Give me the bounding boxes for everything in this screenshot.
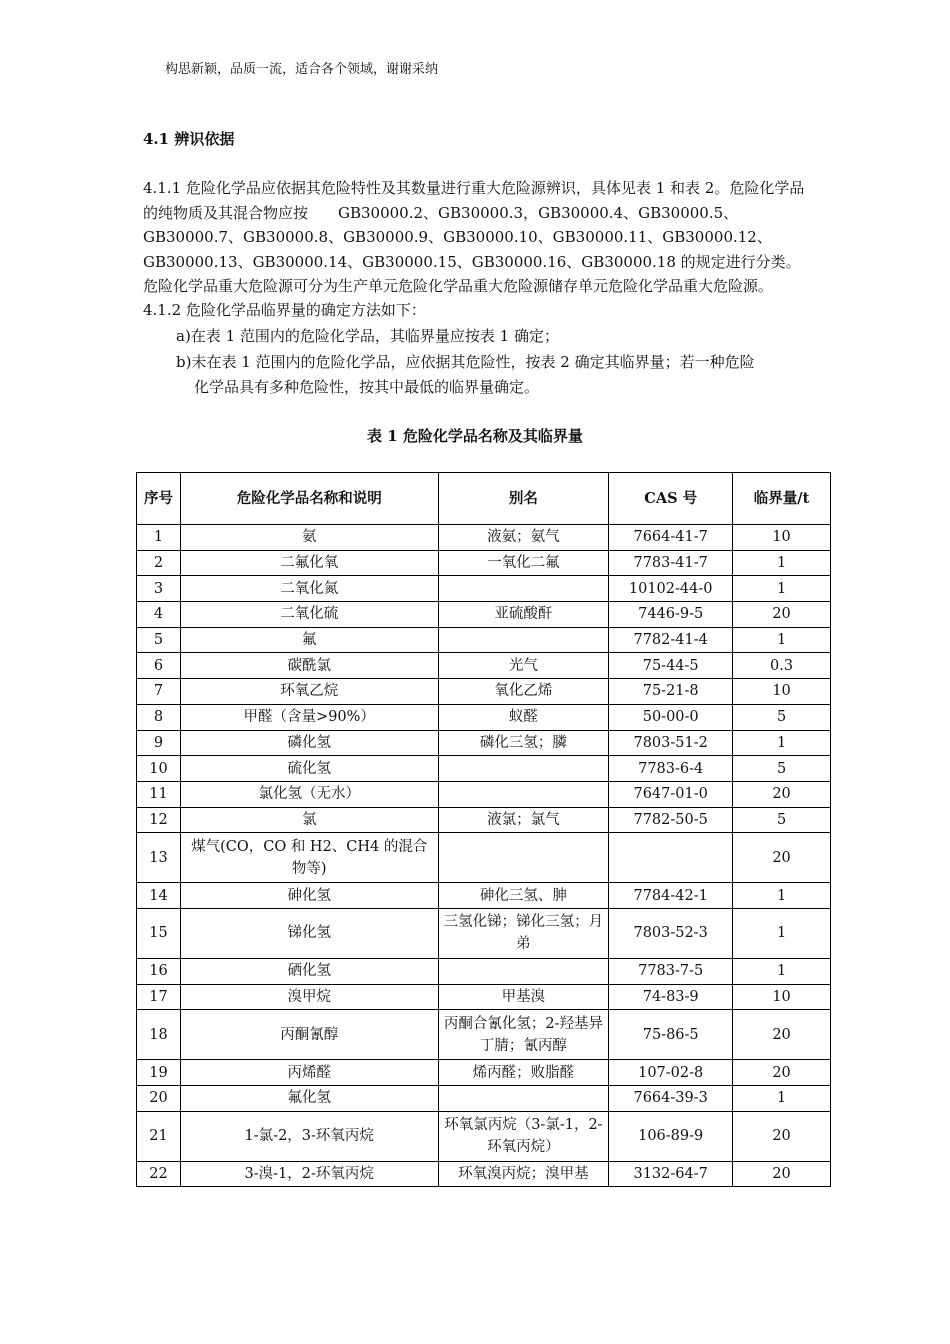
cell-cas: 7446-9-5 bbox=[609, 602, 733, 628]
paragraph-4-1-2: 4.1.2 危险化学品临界量的确定方法如下： bbox=[143, 301, 426, 319]
table-title: 表 1 危险化学品名称及其临界量 bbox=[367, 427, 583, 445]
paragraph-item-a: a)在表 1 范围内的危险化学品，其临界量应按表 1 确定； bbox=[176, 327, 559, 345]
cell-alias bbox=[438, 756, 609, 782]
cell-threshold: 1 bbox=[733, 883, 831, 909]
cell-index: 18 bbox=[137, 1010, 181, 1060]
table-row bbox=[137, 756, 831, 782]
cell-cas: 7803-52-3 bbox=[609, 908, 733, 958]
cell-threshold: 1 bbox=[733, 958, 831, 984]
cell-index: 9 bbox=[137, 730, 181, 756]
cell-alias bbox=[438, 1086, 609, 1112]
cell-cas: 7664-39-3 bbox=[609, 1086, 733, 1112]
cell-name: 3-溴-1，2-环氧丙烷 bbox=[180, 1161, 438, 1187]
cell-alias: 液氯；氯气 bbox=[438, 807, 609, 833]
cell-index: 20 bbox=[137, 1086, 181, 1112]
cell-alias: 砷化三氢、胂 bbox=[438, 883, 609, 909]
cell-index: 11 bbox=[137, 781, 181, 807]
cell-name: 氟化氢 bbox=[180, 1086, 438, 1112]
cell-threshold: 1 bbox=[733, 550, 831, 576]
cell-alias: 三氢化锑；锑化三氢；月弟 bbox=[438, 908, 609, 958]
cell-alias bbox=[438, 627, 609, 653]
cell-name: 溴甲烷 bbox=[180, 984, 438, 1010]
cell-cas: 10102-44-0 bbox=[609, 576, 733, 602]
table-row bbox=[137, 984, 831, 1010]
cell-name: 甲醛（含量>90%） bbox=[180, 704, 438, 730]
table-row bbox=[137, 653, 831, 679]
table-row bbox=[137, 958, 831, 984]
cell-cas: 7803-51-2 bbox=[609, 730, 733, 756]
cell-threshold: 20 bbox=[733, 833, 831, 883]
cell-cas: 74-83-9 bbox=[609, 984, 733, 1010]
cell-threshold: 1 bbox=[733, 908, 831, 958]
table-row bbox=[137, 627, 831, 653]
cell-alias: 磷化三氢；膦 bbox=[438, 730, 609, 756]
table-row bbox=[137, 908, 831, 958]
cell-name: 硫化氢 bbox=[180, 756, 438, 782]
cell-name: 磷化氢 bbox=[180, 730, 438, 756]
header-alias: 别名 bbox=[438, 473, 609, 525]
table-row bbox=[137, 679, 831, 705]
paragraph-item-b bbox=[176, 350, 816, 399]
table-row bbox=[137, 525, 831, 551]
hazardous-chemicals-table bbox=[136, 472, 831, 1187]
section-title: 4.1 辨识依据 bbox=[143, 130, 235, 148]
cell-name: 氨 bbox=[180, 525, 438, 551]
paragraph-item-b-line2: 化学品具有多种危险性，按其中最低的临界量确定。 bbox=[194, 377, 540, 396]
cell-name: 环氧乙烷 bbox=[180, 679, 438, 705]
table-row bbox=[137, 1111, 831, 1161]
table-row bbox=[137, 1086, 831, 1112]
cell-cas: 107-02-8 bbox=[609, 1060, 733, 1086]
cell-index: 4 bbox=[137, 602, 181, 628]
cell-name: 丙酮氰醇 bbox=[180, 1010, 438, 1060]
cell-name: 氟 bbox=[180, 627, 438, 653]
table-header-row bbox=[137, 473, 831, 525]
table-row bbox=[137, 602, 831, 628]
cell-cas: 75-44-5 bbox=[609, 653, 733, 679]
cell-index: 6 bbox=[137, 653, 181, 679]
header-cas: CAS 号 bbox=[609, 473, 733, 525]
cell-name: 砷化氢 bbox=[180, 883, 438, 909]
cell-index: 22 bbox=[137, 1161, 181, 1187]
cell-threshold: 1 bbox=[733, 576, 831, 602]
cell-index: 13 bbox=[137, 833, 181, 883]
table-row bbox=[137, 1060, 831, 1086]
cell-alias: 烯丙醛；败脂醛 bbox=[438, 1060, 609, 1086]
cell-name: 二氟化氧 bbox=[180, 550, 438, 576]
table-row bbox=[137, 883, 831, 909]
cell-alias: 蚁醛 bbox=[438, 704, 609, 730]
cell-index: 14 bbox=[137, 883, 181, 909]
paragraph-4-1-1: 4.1.1 危险化学品应依据其危险特性及其数量进行重大危险源辨识，具体见表 1 和表 2。危险化学品的纯物质及其混合物应按 GB30000.2、GB30000.3，GB30000.4、GB30000.5、GB30000.7、GB30000.8、GB30000.9、GB30000.10、GB30000.11、GB30000.12、GB30000.13、GB30000.14、GB30000.15、GB30000.16、GB30000.18 的规定进行分类。危险化学品重大危险源可分为生产单元危险化学品重大危险源储存单元危险化学品重大危险源。 bbox=[143, 179, 805, 295]
cell-cas: 7782-41-4 bbox=[609, 627, 733, 653]
cell-cas: 3132-64-7 bbox=[609, 1161, 733, 1187]
table-row bbox=[137, 1010, 831, 1060]
cell-threshold: 1 bbox=[733, 1086, 831, 1112]
cell-cas bbox=[609, 833, 733, 883]
cell-name: 1-氯-2，3-环氧丙烷 bbox=[180, 1111, 438, 1161]
header-index: 序号 bbox=[137, 473, 181, 525]
cell-cas: 7782-50-5 bbox=[609, 807, 733, 833]
cell-name: 煤气(CO，CO 和 H2、CH4 的混合物等) bbox=[180, 833, 438, 883]
cell-cas: 50-00-0 bbox=[609, 704, 733, 730]
cell-cas: 7647-01-0 bbox=[609, 781, 733, 807]
cell-name: 锑化氢 bbox=[180, 908, 438, 958]
table-row bbox=[137, 730, 831, 756]
cell-index: 8 bbox=[137, 704, 181, 730]
cell-index: 7 bbox=[137, 679, 181, 705]
cell-alias bbox=[438, 781, 609, 807]
cell-index: 5 bbox=[137, 627, 181, 653]
cell-alias: 氧化乙烯 bbox=[438, 679, 609, 705]
cell-threshold: 20 bbox=[733, 602, 831, 628]
cell-alias bbox=[438, 958, 609, 984]
cell-name: 碳酰氯 bbox=[180, 653, 438, 679]
cell-index: 3 bbox=[137, 576, 181, 602]
paragraph-item-b-line1: b)未在表 1 范围内的危险化学品，应依据其危险性，按表 2 确定其临界量；若一种危险 bbox=[176, 353, 755, 371]
cell-name: 氯化氢（无水） bbox=[180, 781, 438, 807]
cell-name: 氯 bbox=[180, 807, 438, 833]
cell-alias bbox=[438, 833, 609, 883]
cell-cas: 7783-6-4 bbox=[609, 756, 733, 782]
cell-threshold: 20 bbox=[733, 1111, 831, 1161]
cell-alias: 甲基溴 bbox=[438, 984, 609, 1010]
cell-threshold: 20 bbox=[733, 1161, 831, 1187]
cell-threshold: 1 bbox=[733, 730, 831, 756]
cell-index: 1 bbox=[137, 525, 181, 551]
cell-cas: 106-89-9 bbox=[609, 1111, 733, 1161]
cell-name: 二氧化硫 bbox=[180, 602, 438, 628]
cell-threshold: 20 bbox=[733, 1010, 831, 1060]
table-row bbox=[137, 704, 831, 730]
header-threshold: 临界量/t bbox=[733, 473, 831, 525]
cell-alias: 环氧氯丙烷（3-氯-1，2-环氧丙烷） bbox=[438, 1111, 609, 1161]
cell-alias: 一氧化二氟 bbox=[438, 550, 609, 576]
cell-alias: 丙酮合氰化氢；2-羟基异丁腈；氰丙醇 bbox=[438, 1010, 609, 1060]
cell-threshold: 10 bbox=[733, 984, 831, 1010]
cell-name: 丙烯醛 bbox=[180, 1060, 438, 1086]
cell-cas: 75-21-8 bbox=[609, 679, 733, 705]
cell-index: 10 bbox=[137, 756, 181, 782]
cell-threshold: 5 bbox=[733, 756, 831, 782]
table-row bbox=[137, 550, 831, 576]
cell-alias: 液氨；氨气 bbox=[438, 525, 609, 551]
cell-name: 二氧化氮 bbox=[180, 576, 438, 602]
table-row bbox=[137, 833, 831, 883]
cell-index: 21 bbox=[137, 1111, 181, 1161]
table-row bbox=[137, 807, 831, 833]
cell-index: 19 bbox=[137, 1060, 181, 1086]
cell-name: 硒化氢 bbox=[180, 958, 438, 984]
table-row bbox=[137, 1161, 831, 1187]
cell-threshold: 10 bbox=[733, 525, 831, 551]
cell-threshold: 20 bbox=[733, 1060, 831, 1086]
cell-cas: 7664-41-7 bbox=[609, 525, 733, 551]
cell-alias bbox=[438, 576, 609, 602]
cell-index: 17 bbox=[137, 984, 181, 1010]
header-name: 危险化学品名称和说明 bbox=[180, 473, 438, 525]
cell-alias: 亚硫酸酐 bbox=[438, 602, 609, 628]
cell-threshold: 5 bbox=[733, 807, 831, 833]
cell-index: 12 bbox=[137, 807, 181, 833]
table-row bbox=[137, 781, 831, 807]
table-row bbox=[137, 576, 831, 602]
cell-threshold: 5 bbox=[733, 704, 831, 730]
cell-index: 15 bbox=[137, 908, 181, 958]
cell-threshold: 0.3 bbox=[733, 653, 831, 679]
cell-cas: 7783-41-7 bbox=[609, 550, 733, 576]
cell-index: 16 bbox=[137, 958, 181, 984]
header-note: 构思新颖，品质一流，适合各个领域，谢谢采纳 bbox=[165, 62, 439, 77]
cell-cas: 7784-42-1 bbox=[609, 883, 733, 909]
cell-cas: 7783-7-5 bbox=[609, 958, 733, 984]
cell-alias: 光气 bbox=[438, 653, 609, 679]
cell-index: 2 bbox=[137, 550, 181, 576]
cell-threshold: 20 bbox=[733, 781, 831, 807]
cell-threshold: 10 bbox=[733, 679, 831, 705]
cell-alias: 环氧溴丙烷；溴甲基 bbox=[438, 1161, 609, 1187]
cell-cas: 75-86-5 bbox=[609, 1010, 733, 1060]
cell-threshold: 1 bbox=[733, 627, 831, 653]
